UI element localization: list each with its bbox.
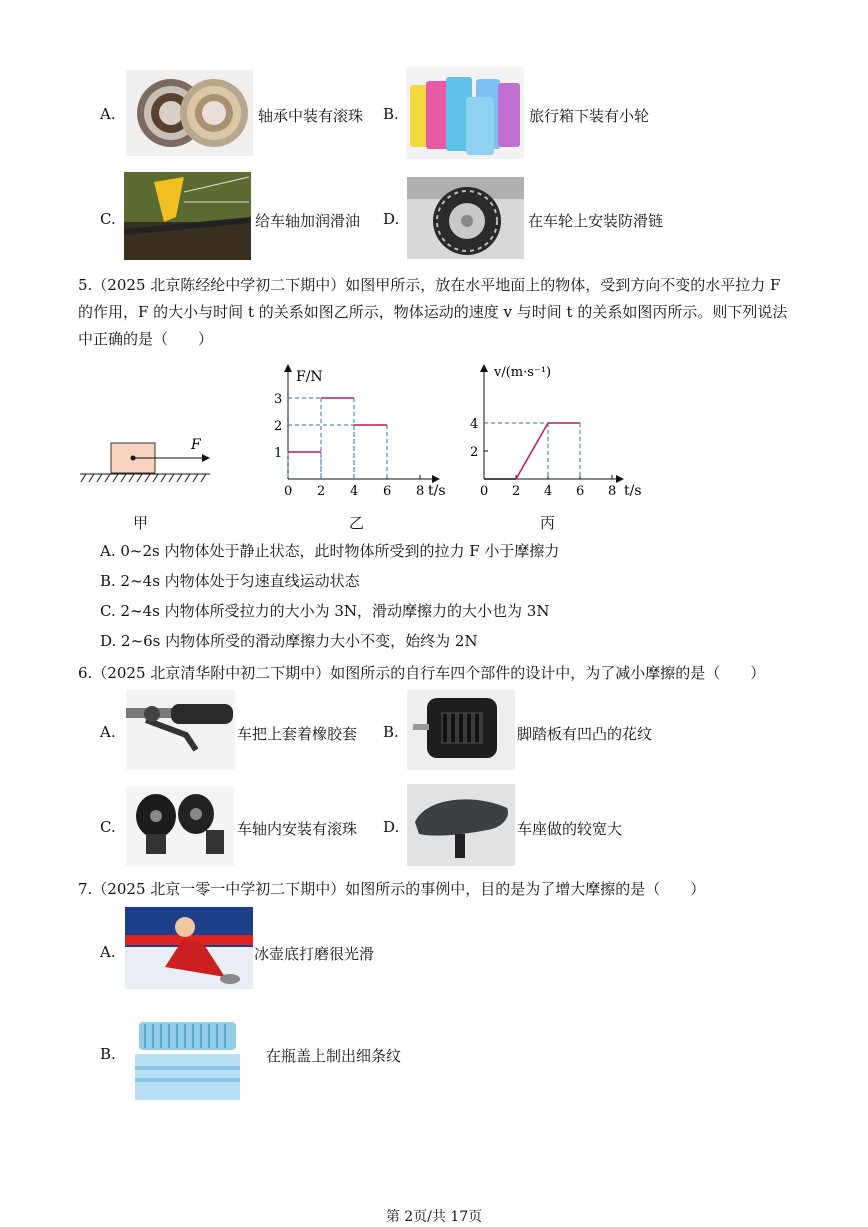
question-7-stem: 7.（2025 北京一零一中学初二下期中）如图所示的事例中，目的是为了增大摩擦的是（ ） bbox=[78, 880, 706, 898]
pedal-photo bbox=[407, 690, 515, 770]
option-letter-b: B. bbox=[383, 105, 399, 123]
option-text-d: 在车轮上安装防滑链 bbox=[528, 212, 664, 230]
x-tick-label: 0 bbox=[284, 484, 293, 499]
option-text-b: 旅行箱下装有小轮 bbox=[529, 107, 650, 125]
saddle-photo bbox=[407, 784, 515, 866]
question-5-line-2: 的作用，F 的大小与时间 t 的关系如图乙所示，物体运动的速度 v 与时间 t 的关系如图丙所示。则下列说法 bbox=[78, 303, 788, 321]
option-text-c: 给车轴加润滑油 bbox=[255, 212, 361, 230]
q6-option-letter-c: C. bbox=[100, 818, 116, 836]
handlebar-grip-photo bbox=[126, 690, 235, 770]
hub-axle-photo bbox=[126, 786, 234, 866]
y-axis-arrow bbox=[284, 364, 292, 372]
q5-choice-a: A. 0~2s 内物体处于静止状态，此时物体所受到的拉力 F 小于摩擦力 bbox=[100, 542, 560, 560]
x-tick-label: 2 bbox=[512, 484, 521, 499]
x-tick-label: 4 bbox=[350, 484, 359, 499]
x-axis-arrow bbox=[616, 475, 624, 483]
data-segment bbox=[516, 423, 548, 479]
q7-option-text-b: 在瓶盖上制出细条纹 bbox=[266, 1047, 402, 1065]
y-axis-arrow bbox=[480, 364, 488, 372]
x-tick-label: 8 bbox=[416, 484, 425, 499]
q6-option-text-d: 车座做的较宽大 bbox=[517, 820, 623, 838]
x-tick-label: 0 bbox=[480, 484, 489, 499]
x-tick-label: 6 bbox=[576, 484, 585, 499]
y-tick-label: 2 bbox=[274, 419, 283, 434]
q5-choice-c: C. 2~4s 内物体所受拉力的大小为 3N，滑动摩擦力的大小也为 3N bbox=[100, 602, 550, 620]
y-axis-label: F/N bbox=[296, 369, 323, 385]
x-axis-label: t/s bbox=[428, 483, 446, 499]
question-5-line-1: 5.（2025 北京陈经纶中学初二下期中）如图甲所示，放在水平地面上的物体，受到方向不变的水平拉力 F bbox=[78, 276, 781, 294]
force-label: F bbox=[191, 437, 201, 453]
q7-option-text-a: 冰壶底打磨很光滑 bbox=[254, 945, 375, 963]
curling-photo bbox=[125, 907, 253, 989]
ball-bearing-photo bbox=[126, 70, 253, 156]
snow-chain-tire-photo bbox=[407, 177, 524, 259]
q7-option-letter-b: B. bbox=[100, 1045, 116, 1063]
y-axis-label: v/(m·s⁻¹) bbox=[494, 365, 552, 380]
q6-option-text-a: 车把上套着橡胶套 bbox=[237, 725, 358, 743]
caption-yi: 乙 bbox=[349, 514, 365, 532]
x-axis-arrow bbox=[432, 475, 440, 483]
caption-jia: 甲 bbox=[133, 514, 149, 532]
chart-velocity-time bbox=[464, 360, 654, 500]
bottle-cap-photo bbox=[135, 1018, 240, 1100]
q6-option-letter-b: B. bbox=[383, 723, 399, 741]
q6-option-letter-d: D. bbox=[383, 818, 400, 836]
question-5-stem bbox=[78, 272, 798, 353]
q7-option-letter-a: A. bbox=[100, 943, 116, 961]
option-letter-d: D. bbox=[383, 210, 400, 228]
page-footer: 第 2页/共 17页 bbox=[385, 1209, 483, 1225]
option-text-a: 轴承中装有滚珠 bbox=[258, 107, 364, 125]
y-tick-label: 2 bbox=[470, 445, 479, 460]
x-tick-label: 6 bbox=[383, 484, 392, 499]
figure-jia-block-diagram bbox=[78, 430, 218, 490]
y-tick-label: 4 bbox=[470, 417, 479, 432]
x-axis-label: t/s bbox=[624, 483, 642, 499]
question-6-stem: 6.（2025 北京清华附中初二下期中）如图所示的自行车四个部件的设计中，为了减小摩擦的是（ ） bbox=[78, 664, 766, 682]
question-5-line-3: 中正确的是（ ） bbox=[78, 330, 214, 348]
q6-option-text-c: 车轴内安装有滚珠 bbox=[237, 820, 358, 838]
q5-choice-b: B. 2~4s 内物体处于匀速直线运动状态 bbox=[100, 572, 360, 590]
option-letter-a: A. bbox=[100, 105, 116, 123]
suitcases-photo bbox=[406, 67, 524, 159]
caption-bing: 丙 bbox=[540, 514, 556, 532]
oiling-chain-photo bbox=[124, 172, 251, 260]
option-letter-c: C. bbox=[100, 210, 116, 228]
q6-option-text-b: 脚踏板有凹凸的花纹 bbox=[517, 725, 653, 743]
y-tick-label: 3 bbox=[274, 392, 283, 407]
x-tick-label: 4 bbox=[544, 484, 553, 499]
q6-option-letter-a: A. bbox=[100, 723, 116, 741]
x-tick-label: 2 bbox=[317, 484, 326, 499]
chart-force-time bbox=[270, 360, 450, 500]
y-tick-label: 1 bbox=[274, 446, 283, 461]
x-tick-label: 8 bbox=[608, 484, 617, 499]
q5-choice-d: D. 2~6s 内物体所受的滑动摩擦力大小不变，始终为 2N bbox=[100, 632, 478, 650]
